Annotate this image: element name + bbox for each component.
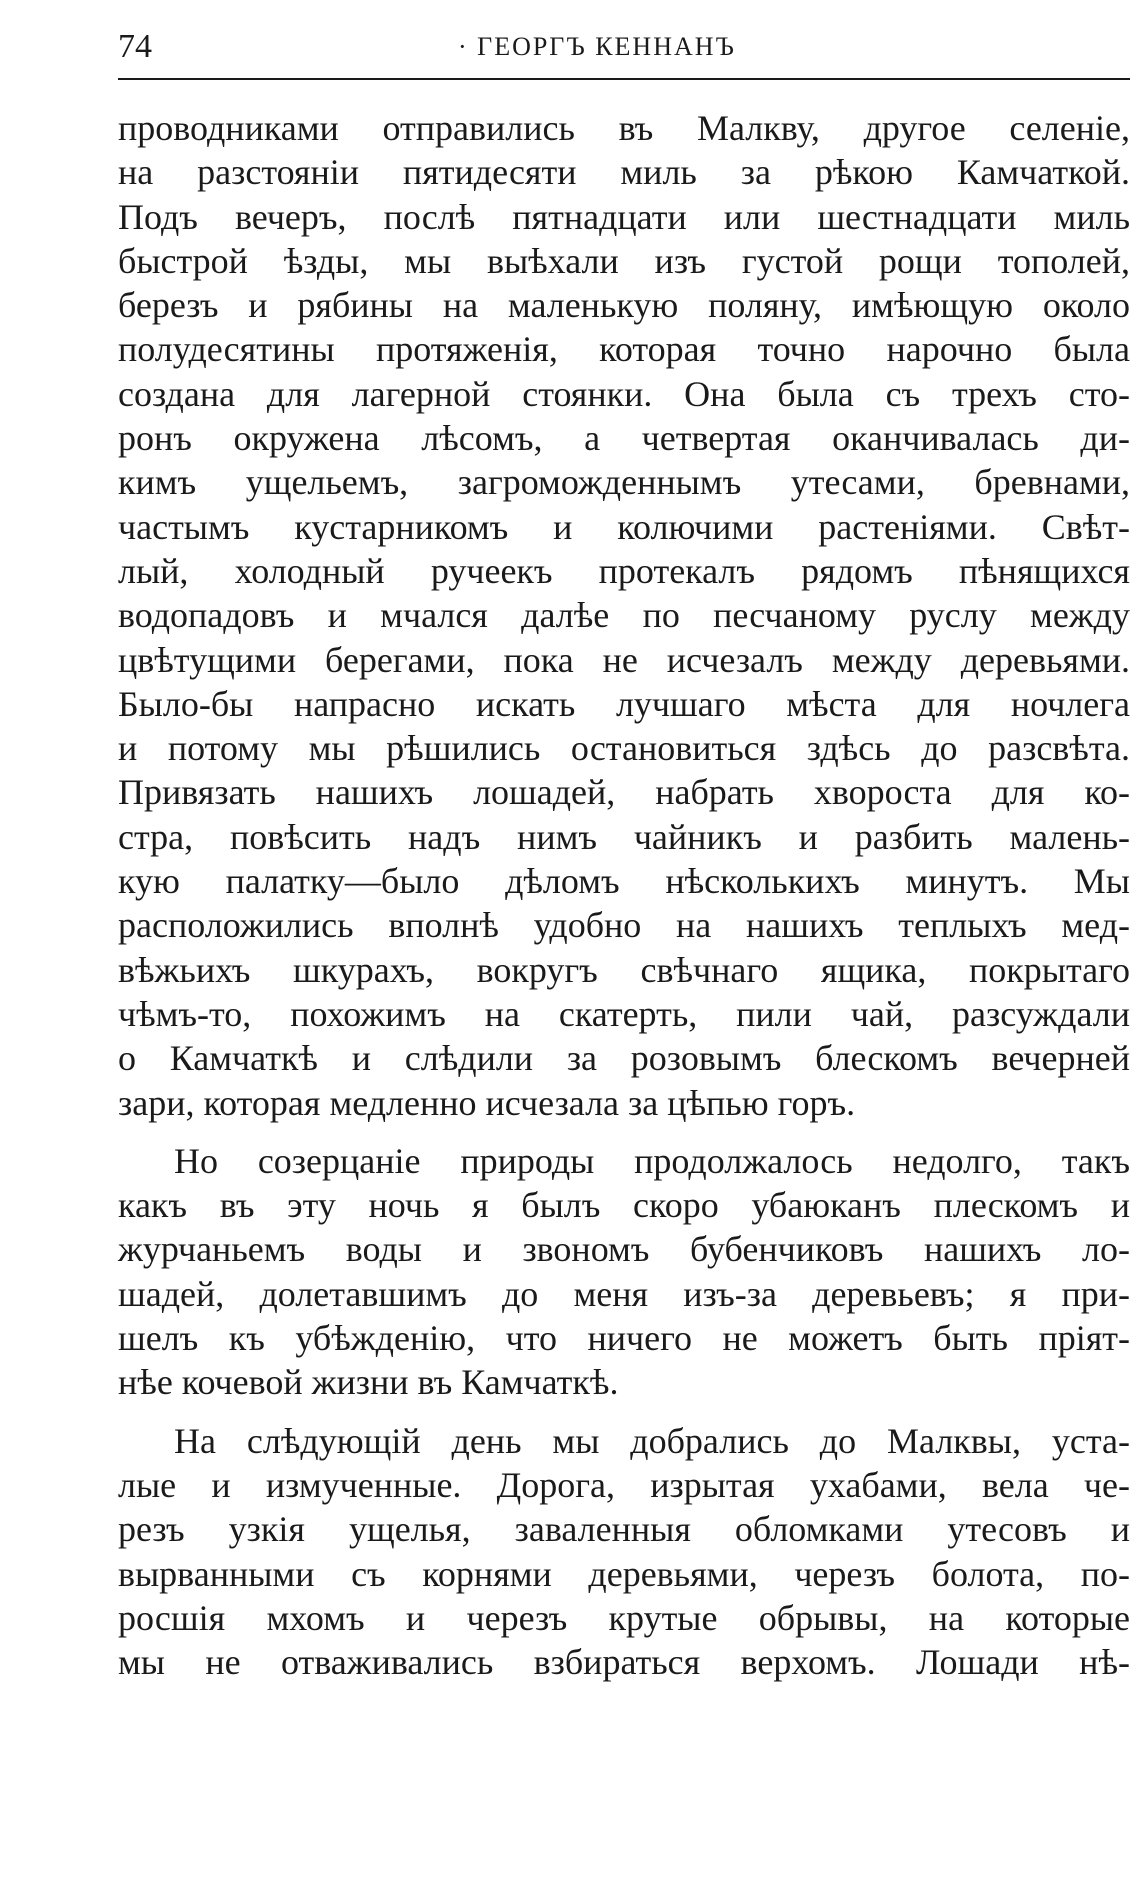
- text-line: Подъ вечеръ, послѣ пятнадцати или шестнадцати миль: [118, 196, 1130, 237]
- text-line: на разстояніи пятидесяти миль за рѣкою Камчаткой.: [118, 152, 1130, 193]
- paragraph-gap: [118, 1405, 1130, 1419]
- text-line: На слѣдующій день мы добрались до Малквы, уста-: [174, 1420, 1130, 1461]
- body-text: [118, 106, 1130, 1684]
- text-line: расположились вполнѣ удобно на нашихъ теплыхъ мед-: [118, 905, 1130, 946]
- page-number: 74: [118, 28, 152, 65]
- paragraph: [118, 106, 1130, 1125]
- text-line: Привязать нашихъ лошадей, набрать хвороста для ко-: [118, 772, 1130, 813]
- text-line: резъ узкія ущелья, заваленныя обломками утесовъ и: [118, 1509, 1130, 1550]
- text-line: березъ и рябины на маленькую поляну, имѣющую около: [118, 285, 1130, 326]
- paragraph: [118, 1139, 1130, 1405]
- page-header: [118, 28, 1130, 78]
- running-head: · ГЕОРГЪ КЕННАНЪ: [458, 32, 736, 61]
- text-line: кимъ ущельемъ, загроможденнымъ утесами, бревнами,: [118, 462, 1130, 503]
- text-line: Было-бы напрасно искать лучшаго мѣста для ночлега: [118, 683, 1130, 724]
- text-line: Но созерцаніе природы продолжалось недолго, такъ: [174, 1140, 1130, 1181]
- text-line: и потому мы рѣшились остановиться здѣсь до разсвѣта.: [118, 728, 1130, 769]
- paragraph-gap: [118, 1125, 1130, 1139]
- text-line: проводниками отправились въ Малкву, другое селеніе,: [118, 108, 1130, 148]
- text-line: водопадовъ и мчался далѣе по песчаному руслу между: [118, 595, 1130, 636]
- text-line: шелъ къ убѣжденію, что ничего не можетъ быть пріят-: [118, 1318, 1130, 1359]
- text-line: шадей, долетавшимъ до меня изъ-за деревьевъ; я при-: [118, 1273, 1130, 1314]
- text-line: полудесятины протяженія, которая точно нарочно была: [118, 329, 1130, 370]
- text-line: лые и измученные. Дорога, изрытая ухабами, вела че-: [118, 1464, 1130, 1505]
- text-line: журчаньемъ воды и звономъ бубенчиковъ нашихъ ло-: [118, 1229, 1130, 1270]
- text-line: вѣжьихъ шкурахъ, вокругъ свѣчнаго ящика, покрытаго: [118, 949, 1130, 990]
- text-line: частымъ кустарникомъ и колючими растеніями. Свѣт-: [118, 506, 1130, 547]
- text-line: быстрой ѣзды, мы выѣхали изъ густой рощи тополей,: [118, 240, 1130, 281]
- text-line: зари, которая медленно исчезала за цѣпью горъ.: [118, 1082, 856, 1123]
- text-line: какъ въ эту ночь я былъ скоро убаюканъ плескомъ и: [118, 1185, 1130, 1226]
- text-line: кую палатку—было дѣломъ нѣсколькихъ минутъ. Мы: [118, 861, 1130, 902]
- text-line: вырванными съ корнями деревьями, черезъ болота, по-: [118, 1553, 1130, 1594]
- header-rule: [118, 78, 1130, 80]
- text-line: цвѣтущими берегами, пока не исчезалъ между деревьями.: [118, 639, 1130, 680]
- text-line: чѣмъ-то, похожимъ на скатерть, пили чай, разсуждали: [118, 993, 1130, 1034]
- text-line: создана для лагерной стоянки. Она была съ трехъ сто-: [118, 373, 1130, 414]
- paragraph: [118, 1419, 1130, 1685]
- text-line: нѣе кочевой жизни въ Камчаткѣ.: [118, 1362, 619, 1403]
- text-line: мы не отваживались взбираться верхомъ. Лошади нѣ-: [118, 1642, 1130, 1683]
- text-line: росшія мхомъ и черезъ крутые обрывы, на которые: [118, 1597, 1130, 1638]
- text-line: стра, повѣсить надъ нимъ чайникъ и разбить малень-: [118, 816, 1130, 857]
- text-line: лый, холодный ручеекъ протекалъ рядомъ пѣнящихся: [118, 550, 1130, 591]
- text-line: о Камчаткѣ и слѣдили за розовымъ блескомъ вечерней: [118, 1038, 1130, 1079]
- text-line: ронъ окружена лѣсомъ, а четвертая оканчивалась ди-: [118, 418, 1130, 459]
